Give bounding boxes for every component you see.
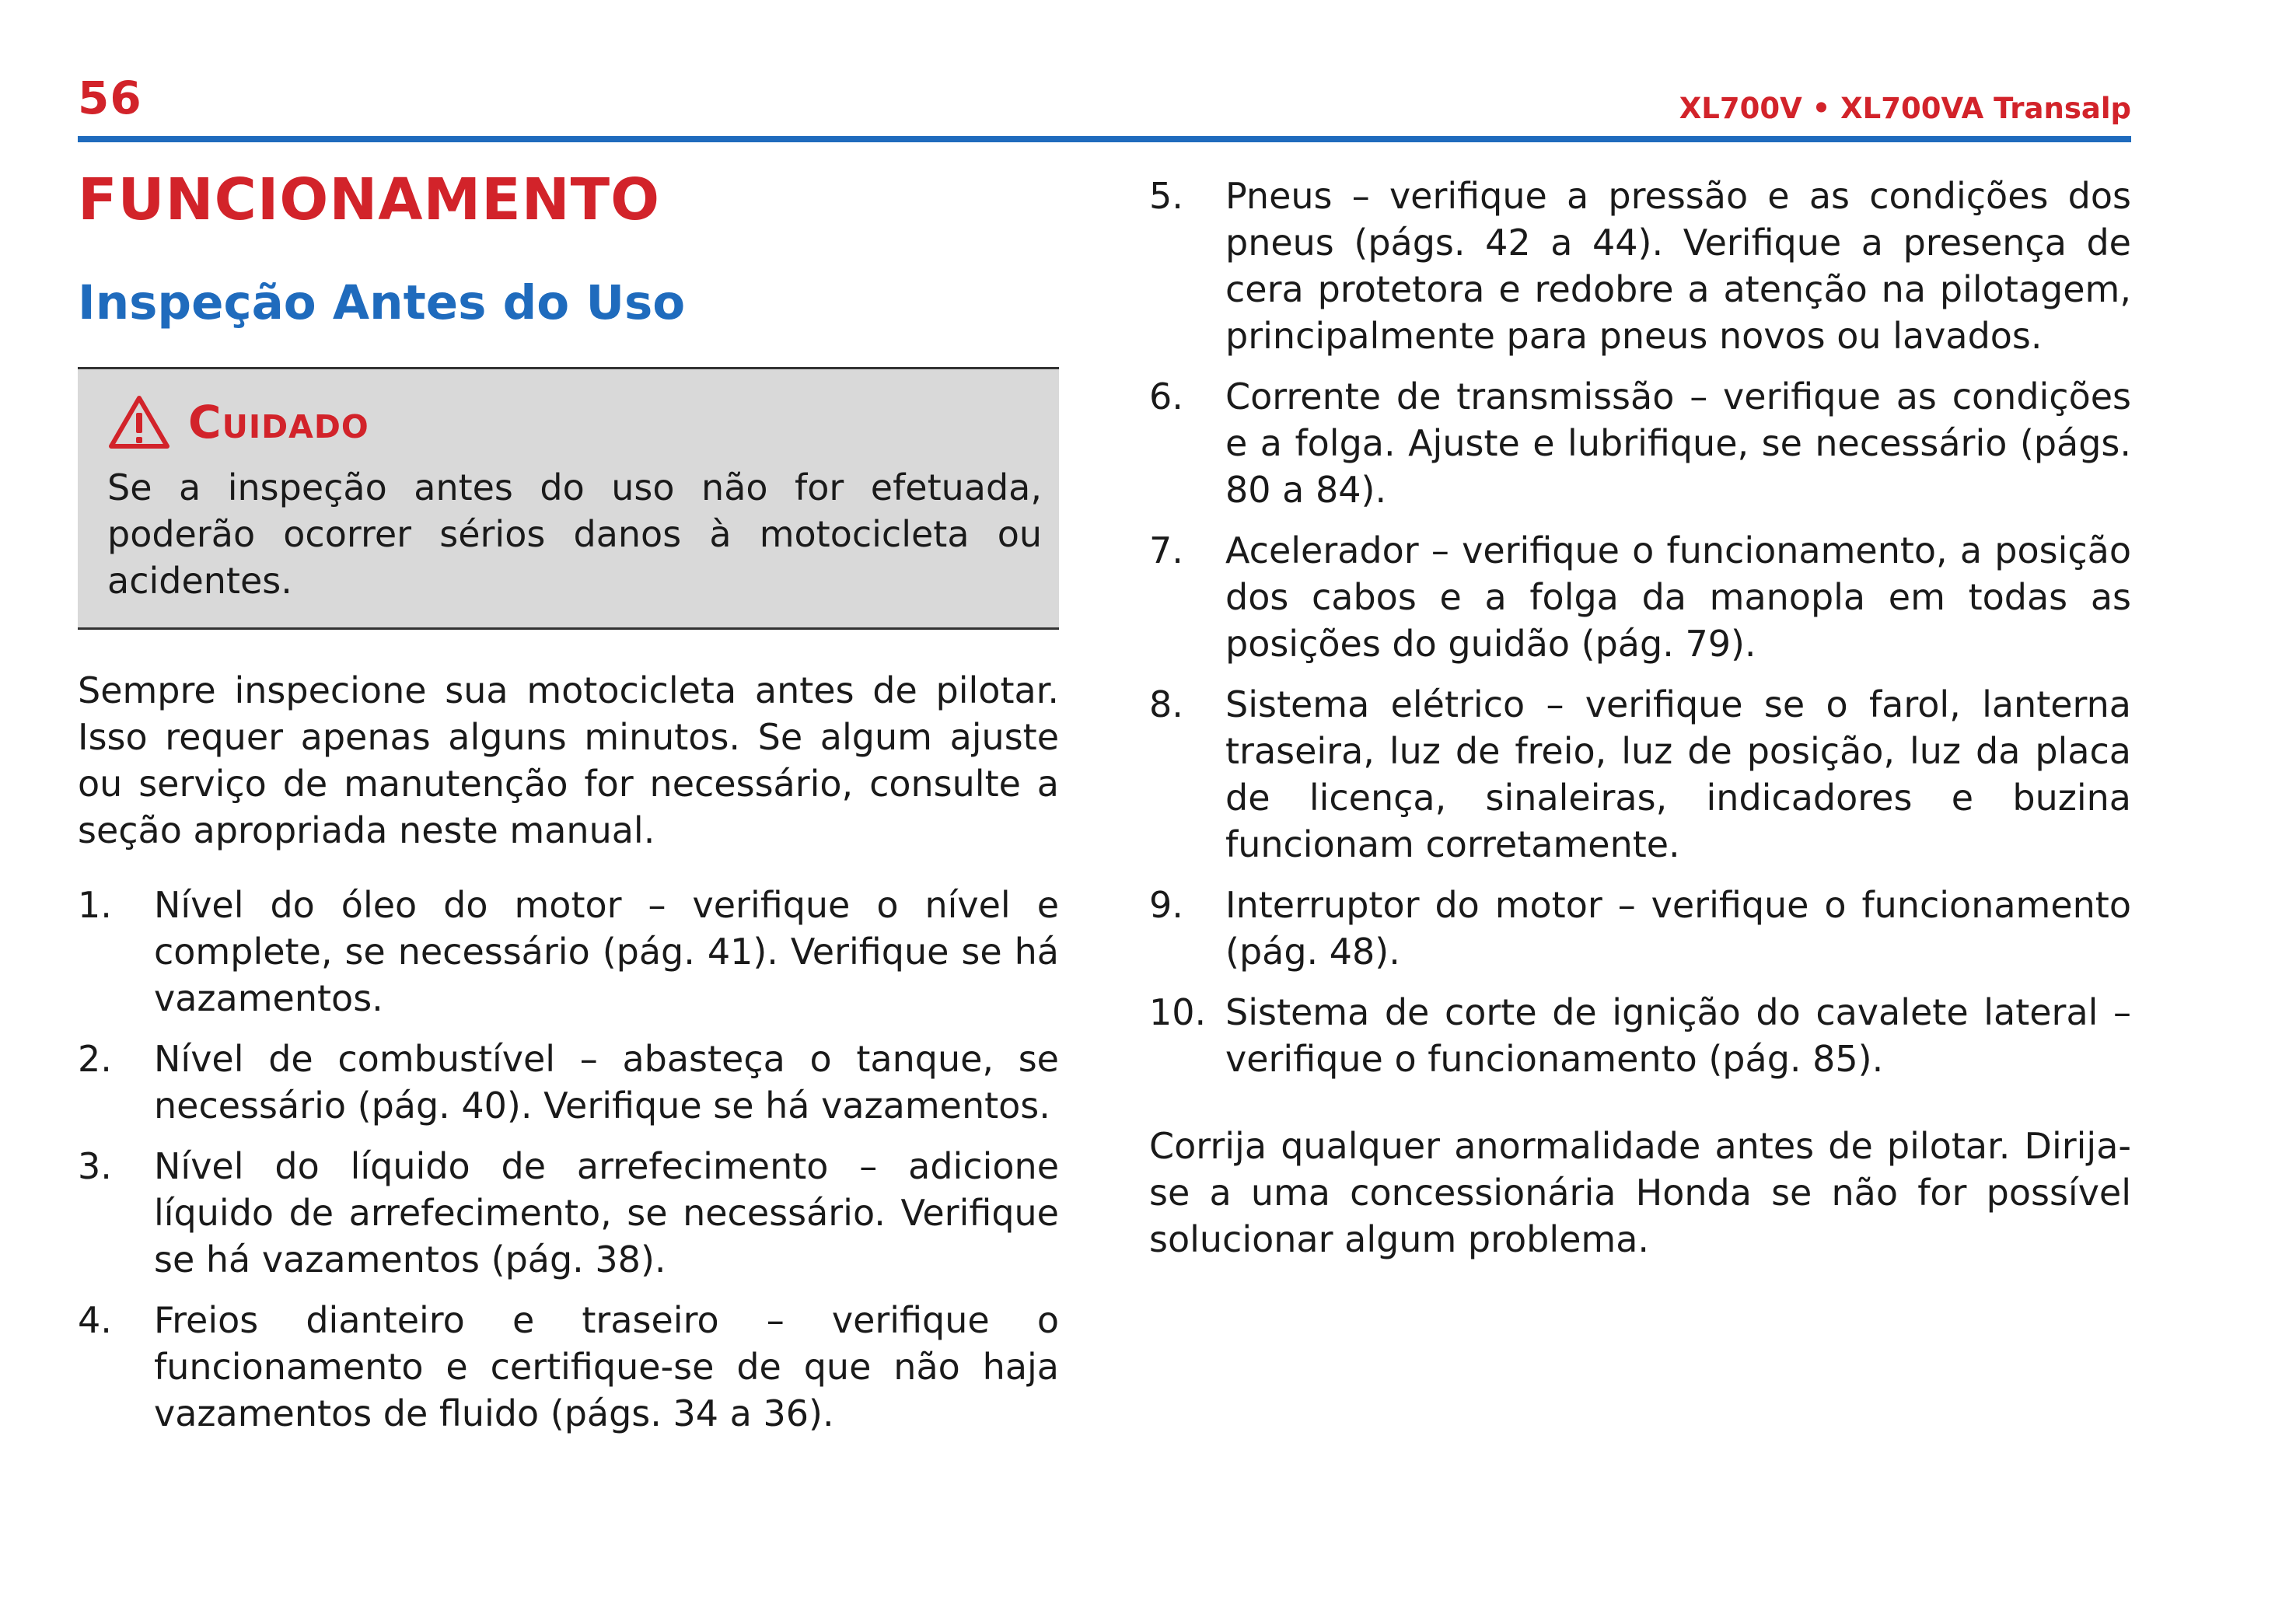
item-number: 5.	[1149, 175, 1183, 217]
item-number: 7.	[1149, 529, 1183, 571]
item-text: Nível do líquido de arrefecimento – adicione líquido de arrefecimento, se necessário. Verifique se há vazamentos (pág. 38).	[154, 1145, 1059, 1280]
right-column	[1149, 173, 2131, 1263]
list-item	[1149, 882, 2131, 975]
item-number: 10.	[1149, 991, 1207, 1033]
intro-paragraph: Sempre inspecione sua motocicleta antes de pilotar. Isso requer apenas alguns minutos. Se algum ajuste ou serviço de manutenção for necessário, consulte a seção apropriada neste manual.	[78, 669, 1059, 851]
item-text: Pneus – verifique a pressão e as condições dos pneus (págs. 42 a 44). Verifique a presença de cera protetora e redobre a atenção na pilotagem, principalmente para pneus novos ou lavados.	[1225, 175, 2131, 357]
item-number: 6.	[1149, 376, 1183, 417]
list-item	[1149, 989, 2131, 1082]
item-number: 9.	[1149, 884, 1183, 926]
item-number: 1.	[78, 884, 112, 926]
item-number: 2.	[78, 1038, 112, 1080]
section-title: FUNCIONAMENTO	[78, 166, 661, 233]
item-number: 8.	[1149, 683, 1183, 725]
list-item	[78, 882, 1059, 1022]
item-text: Interruptor do motor – verifique o funcionamento (pág. 48).	[1225, 884, 2131, 973]
caution-box	[78, 367, 1059, 630]
subsection-title: Inspeção Antes do Uso	[78, 275, 686, 330]
list-item	[78, 1143, 1059, 1283]
item-number: 3.	[78, 1145, 112, 1187]
caution-header	[107, 385, 1042, 459]
item-text: Nível do óleo do motor – verifique o nível e complete, se necessário (pág. 41). Verifique se há vazamentos.	[154, 884, 1059, 1019]
caution-label: Cuidado	[188, 396, 369, 449]
warning-triangle-icon	[107, 394, 171, 450]
item-text: Corrente de transmissão – verifique as condições e a folga. Ajuste e lubrifique, se necessário (págs. 80 a 84).	[1225, 376, 2131, 511]
item-text: Sistema de corte de ignição do cavalete lateral – verifique o funcionamento (pág. 85).	[1225, 991, 2131, 1080]
list-item	[78, 1036, 1059, 1129]
header-rule	[78, 136, 2131, 142]
list-item	[1149, 373, 2131, 513]
closing-paragraph: Corrija qualquer anormalidade antes de pilotar. Dirija-se a uma concessionária Honda se não for possível solucionar algum problema.	[1149, 1125, 2131, 1260]
header-model-title: XL700V • XL700VA Transalp	[1679, 92, 2131, 125]
item-text: Acelerador – verifique o funcionamento, a posição dos cabos e a folga da manopla em todas as posições do guidão (pág. 79).	[1225, 529, 2131, 665]
checklist-left	[78, 882, 1059, 1437]
list-item	[1149, 527, 2131, 667]
item-text: Sistema elétrico – verifique se o farol, lanterna traseira, luz de freio, luz de posição, luz da placa de licença, sinaleiras, indicadores e buzina funcionam corretamente.	[1225, 683, 2131, 865]
item-text: Nível de combustível – abasteça o tanque, se necessário (pág. 40). Verifique se há vazamentos.	[154, 1038, 1059, 1127]
list-item	[78, 1297, 1059, 1437]
checklist-right	[1149, 173, 2131, 1082]
caution-text: Se a inspeção antes do uso não for efetuada, poderão ocorrer sérios danos à motocicleta ou acidentes.	[107, 466, 1042, 602]
left-column	[78, 165, 1059, 1451]
list-item	[1149, 681, 2131, 868]
item-text: Freios dianteiro e traseiro – verifique o funcionamento e certifique-se de que não haja vazamentos de fluido (págs. 34 a 36).	[154, 1299, 1059, 1434]
list-item	[1149, 173, 2131, 359]
page-number: 56	[78, 72, 142, 124]
item-number: 4.	[78, 1299, 112, 1341]
